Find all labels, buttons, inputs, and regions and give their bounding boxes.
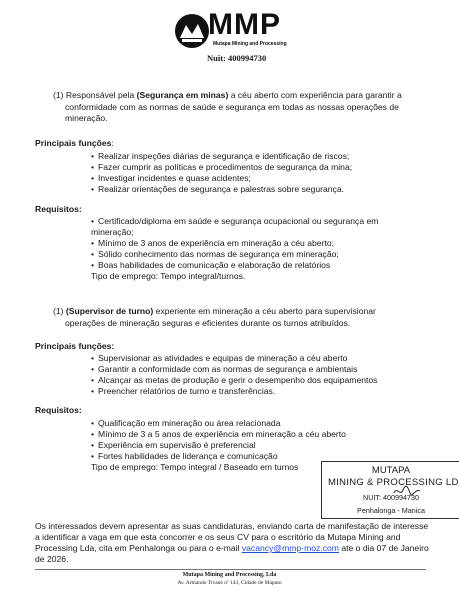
section2-role-title: (Supervisor de turno) <box>65 306 154 316</box>
section1-number: (1) <box>53 90 64 100</box>
footer-divider <box>35 569 426 570</box>
footer-address: Av. Armando Tivane nº 143, Cidade de Maputo <box>177 580 282 586</box>
mmp-logo-emblem <box>170 12 210 52</box>
list-item: • Mínimo de 3 a 5 anos de experiência em mineração a céu aberto <box>91 428 346 439</box>
list-item: • Boas habilidades de comunicação e elaboração de relatórios <box>91 259 331 270</box>
section1-requirements-list: • Certificado/diploma em saúde e segurança ocupacional ou segurança em mineração; • Mínimo de 3 anos de experiência em mineração a céu aberto; • Sólido conhecimento das normas de segurança em mineração; • Boas habilidades de comunicação e elaboração de relatórios Tipo de emprego: Tempo integral/turnos. <box>91 216 379 281</box>
list-item: • Sólido conhecimento das normas de segurança em mineração; <box>91 248 339 259</box>
section1-intro: (1) Responsável pela (Segurança em minas) a céu aberto com experiência para garantir a conformidade com as normas de saúde e segurança em todas as nossas operações de mineração. <box>53 90 402 123</box>
list-item: • Preencher relatórios de turno e transferências. <box>91 385 276 396</box>
list-item: • Certificado/diploma em saúde e segurança ocupacional ou segurança em <box>91 216 379 226</box>
list-item: • Realizar orientações de segurança e palestras sobre segurança. <box>91 183 345 194</box>
application-instructions: Os interessados devem apresentar as suas candidaturas, enviando carta de manifestação de interesse a identificar a vaga em que esta concorrer e os seus CV para o escritório da Mutapa Mining and Processing Lda, cita em Penhalonga ou para o e-mail vacancy@mmp-moz.com ate o dia 07 de Janeiro de 2026. <box>35 521 429 564</box>
section2-intro: (1) (Supervisor de turno) experiente em mineração a céu aberto para supervisionar operações de mineração seguras e eficientes durante os turnos atribuídos. <box>53 306 376 328</box>
email-link[interactable]: vacancy@mmp-moz.com <box>241 543 339 553</box>
list-item: • Realizar inspeções diárias de segurança e identificação de riscos; <box>91 151 350 161</box>
list-item: • Qualificação em mineração ou área relacionada <box>91 418 281 428</box>
list-item: • Garantir a conformidade com as normas de segurança e ambientais <box>91 363 358 374</box>
employment-type: Tipo de emprego: Tempo integral/turnos. <box>91 270 246 281</box>
brand-subtitle: Mutapa Mining and Processing <box>213 41 287 47</box>
list-item: • Experiência em supervisão é preferencial <box>91 439 256 450</box>
list-item: • Fazer cumprir as políticas e procedimentos de segurança da mina; <box>91 161 353 172</box>
list-item: • Mínimo de 3 anos de experiência em mineração a céu aberto; <box>91 237 334 248</box>
handwritten-signature <box>393 484 421 498</box>
section2-number: (1) <box>53 306 64 316</box>
section2-functions-heading: Principais funções: <box>35 341 115 351</box>
list-item: • Fortes habilidades de liderança e comunicação <box>91 450 278 461</box>
section1-functions-list <box>91 151 352 195</box>
employment-type: Tipo de emprego: Tempo integral / Baseado em turnos <box>91 461 299 472</box>
section2-requirements-list <box>91 418 346 473</box>
section1-role-title: (Segurança em minas) <box>136 90 229 100</box>
section1-functions-heading: Principais funções: <box>35 138 114 148</box>
company-stamp: MUTAPA MINING & PROCESSING LD NUIT: 400994730 Penhalonga - Manica <box>321 461 459 519</box>
list-item: • Investigar incidentes e quase acidentes; <box>91 172 251 183</box>
brand-name: MMP <box>208 8 281 41</box>
section1-requirements-heading: Requisitos: <box>35 204 82 214</box>
footer-company: Mutapa Mining and Processing, Lda <box>182 572 277 578</box>
nuit-number: Nuit: 400994730 <box>207 53 267 63</box>
section2-functions-list <box>91 353 377 397</box>
section2-requirements-heading: Requisitos: <box>35 405 82 415</box>
list-item: • Alcançar as metas de produção e gerir o desempenho dos equipamentos <box>91 374 378 385</box>
list-item: • Supervisionar as atividades e equipas de mineração a céu aberto <box>91 353 348 363</box>
